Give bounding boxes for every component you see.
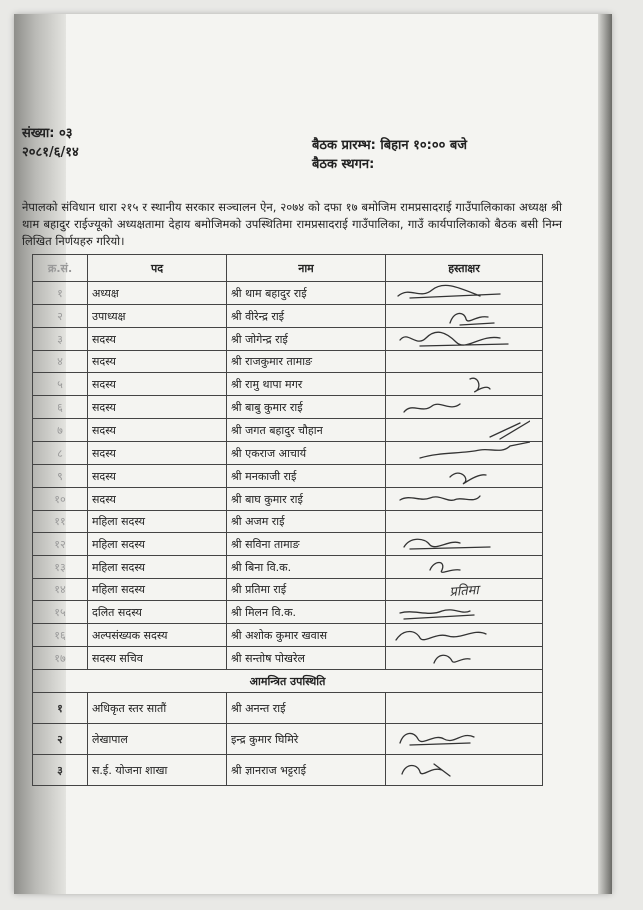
signature-cell <box>386 755 543 786</box>
signature-cell <box>386 556 543 579</box>
table-row <box>33 351 543 373</box>
name-cell: श्री मनकाजी राई <box>227 465 386 488</box>
signature-cell <box>386 396 543 419</box>
document-page <box>14 14 612 894</box>
table-row <box>33 647 543 670</box>
intro-paragraph: नेपालको संविधान धारा २१५ र स्थानीय सरकार सञ्चालन ऐन, २०७४ को दफा १७ बमोजिम रामप्रसादराई गाउँपालिकाका अध्यक्ष श्री थाम बहादुर राईज्यूको अध्यक्षतामा देहाय बमोजिमको उपस्थितिमा रामप्रसादराई गाउँपालिका, गाउँ कार्यपालिकाको बैठक बसी निम्न लिखित निर्णयहरु गरियो। <box>22 200 562 248</box>
serial-cell: १६ <box>33 624 88 647</box>
name-cell: श्री जोगेन्द्र राई <box>227 328 386 351</box>
page-edge-shadow <box>598 14 612 894</box>
name-cell: श्री रामु थापा मगर <box>227 373 386 396</box>
handwritten-signature <box>390 328 530 350</box>
meeting-number: संख्या: ०३ <box>22 126 73 141</box>
name-cell: श्री बाबु कुमार राई <box>227 396 386 419</box>
name-cell: श्री सन्तोष पोखरेल <box>227 647 386 670</box>
post-cell: महिला सदस्य <box>88 556 227 579</box>
name-cell: श्री अजम राई <box>227 511 386 533</box>
signature-cell <box>386 647 543 670</box>
serial-cell: १५ <box>33 601 88 624</box>
post-cell: उपाध्यक्ष <box>88 305 227 328</box>
serial-cell: १४ <box>33 579 88 601</box>
serial-cell: ४ <box>33 351 88 373</box>
post-cell: सदस्य <box>88 351 227 373</box>
post-cell: सदस्य <box>88 328 227 351</box>
table-row <box>33 328 543 351</box>
serial-cell: २ <box>33 724 88 755</box>
table-row <box>33 282 543 305</box>
meeting-number-block <box>22 124 79 162</box>
handwritten-signature <box>390 758 530 782</box>
handwritten-signature <box>390 396 530 418</box>
signature-cell <box>386 351 543 373</box>
table-row <box>33 624 543 647</box>
table-row <box>33 305 543 328</box>
signature-cell <box>386 419 543 442</box>
handwritten-signature <box>390 282 530 304</box>
post-cell: सदस्य <box>88 373 227 396</box>
handwritten-signature <box>390 624 530 646</box>
signature-cell <box>386 305 543 328</box>
serial-cell: १ <box>33 693 88 724</box>
table-row <box>33 579 543 601</box>
serial-cell: ८ <box>33 442 88 465</box>
post-cell: लेखापाल <box>88 724 227 755</box>
signature-cell <box>386 373 543 396</box>
name-cell: श्री राजकुमार तामाङ <box>227 351 386 373</box>
post-cell: महिला सदस्य <box>88 533 227 556</box>
serial-cell: १२ <box>33 533 88 556</box>
name-cell: श्री ज्ञानराज भट्टराई <box>227 755 386 786</box>
handwritten-signature <box>390 373 530 395</box>
name-cell: श्री थाम बहादुर राई <box>227 282 386 305</box>
name-cell: श्री जगत बहादुर चौहान <box>227 419 386 442</box>
name-cell: श्री बाघ कुमार राई <box>227 488 386 511</box>
serial-cell: ६ <box>33 396 88 419</box>
post-cell: महिला सदस्य <box>88 579 227 601</box>
meeting-time-block <box>312 136 467 174</box>
name-cell: श्री मिलन वि.क. <box>227 601 386 624</box>
handwritten-signature <box>390 305 530 327</box>
name-cell: इन्द्र कुमार घिमिरे <box>227 724 386 755</box>
table-row <box>33 511 543 533</box>
meeting-date: २०८१/६/१४ <box>22 145 79 160</box>
handwritten-signature <box>390 465 530 487</box>
handwritten-signature <box>390 533 530 555</box>
col-post: पद <box>88 255 227 282</box>
table-row <box>33 755 543 786</box>
table-row <box>33 556 543 579</box>
signature-cell <box>386 693 543 724</box>
name-cell: श्री अनन्त राई <box>227 693 386 724</box>
attendance-table <box>32 254 543 786</box>
handwritten-signature <box>390 419 530 441</box>
invited-section-row <box>33 670 543 693</box>
name-cell: श्री सविना तामाङ <box>227 533 386 556</box>
signature-cell <box>386 282 543 305</box>
name-cell: श्री वीरेन्द्र राई <box>227 305 386 328</box>
serial-cell: ३ <box>33 328 88 351</box>
post-cell: महिला सदस्य <box>88 511 227 533</box>
handwritten-signature <box>390 488 530 510</box>
handwritten-signature <box>390 601 530 623</box>
table-row <box>33 442 543 465</box>
serial-cell: १७ <box>33 647 88 670</box>
meeting-venue: बैठक स्थगन: <box>312 157 375 172</box>
table-row <box>33 488 543 511</box>
signature-cell <box>386 533 543 556</box>
col-serial: क्र.सं. <box>33 255 88 282</box>
table-header-row <box>33 255 543 282</box>
signature-cell <box>386 624 543 647</box>
table-row <box>33 693 543 724</box>
handwritten-signature <box>390 556 530 578</box>
meeting-start-time: बैठक प्रारम्भ: बिहान १०:०० बजे <box>312 138 467 153</box>
serial-cell: ५ <box>33 373 88 396</box>
name-cell: श्री बिना वि.क. <box>227 556 386 579</box>
signature-cell <box>386 724 543 755</box>
signature-cell <box>386 465 543 488</box>
signature-cell <box>386 511 543 533</box>
table-row <box>33 724 543 755</box>
col-name: नाम <box>227 255 386 282</box>
serial-cell: ७ <box>33 419 88 442</box>
invited-heading: आमन्त्रित उपस्थिति <box>33 670 543 693</box>
post-cell: सदस्य <box>88 488 227 511</box>
serial-cell: ३ <box>33 755 88 786</box>
signature-cell <box>386 601 543 624</box>
serial-cell: १३ <box>33 556 88 579</box>
post-cell: दलित सदस्य <box>88 601 227 624</box>
serial-cell: ९ <box>33 465 88 488</box>
table-row <box>33 465 543 488</box>
name-cell: श्री एकराज आचार्य <box>227 442 386 465</box>
table-row <box>33 601 543 624</box>
handwritten-signature <box>390 727 530 751</box>
post-cell: अधिकृत स्तर सातौं <box>88 693 227 724</box>
table-row <box>33 373 543 396</box>
signature-cell <box>386 579 543 601</box>
signature-cell <box>386 488 543 511</box>
table-row <box>33 419 543 442</box>
handwritten-signature <box>390 442 530 464</box>
post-cell: सदस्य <box>88 396 227 419</box>
post-cell: अध्यक्ष <box>88 282 227 305</box>
table-row <box>33 396 543 419</box>
signature-cell <box>386 442 543 465</box>
name-cell: श्री अशोक कुमार खवास <box>227 624 386 647</box>
post-cell: सदस्य सचिव <box>88 647 227 670</box>
post-cell: सदस्य <box>88 465 227 488</box>
post-cell: स.ई. योजना शाखा <box>88 755 227 786</box>
signature-text: प्रतिमा <box>448 582 480 600</box>
post-cell: सदस्य <box>88 442 227 465</box>
handwritten-signature <box>390 647 530 669</box>
name-cell: श्री प्रतिमा राई <box>227 579 386 601</box>
col-signature: हस्ताक्षर <box>386 255 543 282</box>
serial-cell: १ <box>33 282 88 305</box>
serial-cell: २ <box>33 305 88 328</box>
post-cell: अल्पसंख्यक सदस्य <box>88 624 227 647</box>
post-cell: सदस्य <box>88 419 227 442</box>
serial-cell: १० <box>33 488 88 511</box>
serial-cell: ११ <box>33 511 88 533</box>
signature-cell <box>386 328 543 351</box>
table-row <box>33 533 543 556</box>
